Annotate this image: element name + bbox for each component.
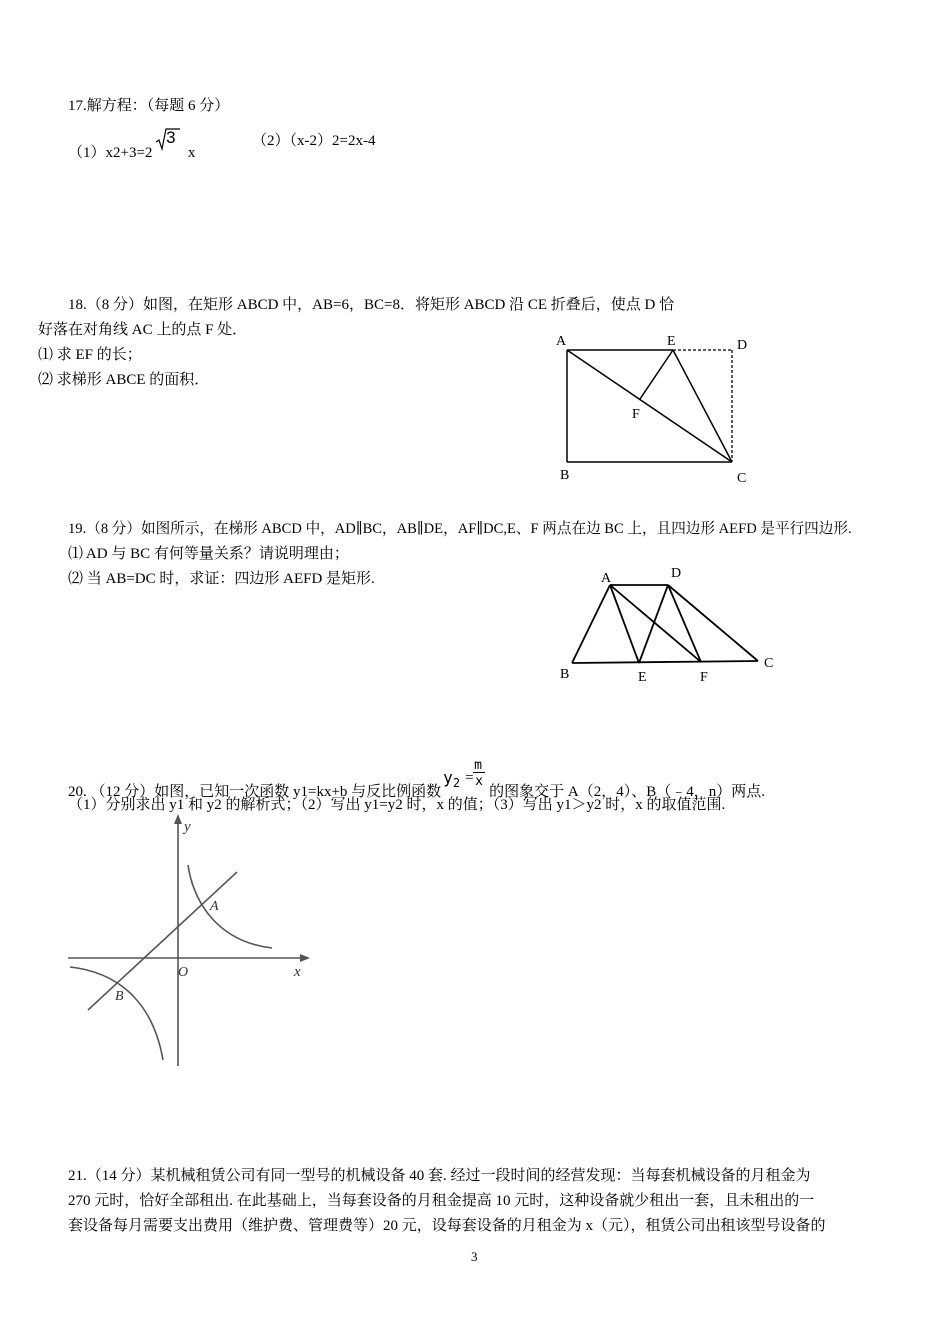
frac-eq: =	[465, 770, 474, 786]
q19-label-F: F	[700, 670, 708, 685]
q18-sub2: ⑵ 求梯形 ABCE 的面积．	[38, 372, 210, 388]
q18-sub1: ⑴ 求 EF 的长；	[38, 347, 142, 363]
q18-label-D: D	[737, 338, 748, 353]
q20-prefix: 20. （12 分）如图，已知一次函数 y1=kx+b 与反比例函数	[68, 784, 442, 800]
q19-label-A: A	[601, 571, 612, 586]
q18-line1: 18.（8 分）如图，在矩形 ABCD 中，AB=6，BC=8．将矩形 ABCD 沿 CE 折叠后，使点 D 恰	[68, 297, 675, 313]
q20-label-B: B	[115, 989, 124, 1004]
q19-label-C: C	[764, 656, 774, 671]
q21-line1: 21.（14 分）某机械租赁公司有同一型号的机械设备 40 套. 经过一段时间的经营发现：当每套机械设备的月租金为	[68, 1168, 811, 1184]
q17-part1	[68, 128, 196, 163]
frac-y: $y_2$	[443, 768, 461, 791]
q17-part2: （2）（x-2）2=2x-4	[252, 133, 376, 149]
q21-line3: 套设备每月需要支出费用（维护费、管理费等）20 元，设每套设备的月租金为 x（元），租赁公司出租该型号设备的	[68, 1218, 826, 1234]
page-number: 3	[471, 1249, 478, 1264]
q18-label-A: A	[556, 334, 567, 349]
q20-function-graph	[60, 810, 325, 1072]
sqrt-symbol	[156, 128, 178, 151]
q17-title: 17.解方程：（每题 6 分）	[68, 98, 230, 114]
q18-label-E: E	[667, 334, 676, 349]
q20-suffix: 的图象交于 A（2，4）、B（﹣4，n）两点.	[489, 784, 766, 800]
q21-line2: 270 元时，恰好全部租出. 在此基础上，当每套设备的月租金提高 10 元时，这种设备就少租出一套，且未租出的一	[68, 1193, 815, 1209]
q19-label-B: B	[560, 667, 570, 682]
q18-label-C: C	[737, 471, 747, 486]
q19-trapezoid-figure	[555, 560, 785, 690]
q19-sub1: ⑴ AD 与 BC 有何等量关系？请说明理由；	[68, 546, 349, 562]
frac-numerator: m	[474, 758, 482, 773]
q18-label-B: B	[560, 468, 570, 483]
q17-part1-prefix: （1）x2+3=2	[68, 145, 153, 161]
q18-rectangle-figure	[545, 325, 770, 490]
q20-label-y: y	[184, 819, 191, 835]
q19-sub2: ⑵ 当 AB=DC 时，求证：四边形 AEFD 是矩形.	[68, 571, 375, 587]
q19-label-D: D	[671, 566, 682, 581]
frac-denominator: x	[475, 774, 483, 789]
q18-label-F: F	[632, 407, 640, 422]
q20-label-A: A	[210, 899, 219, 914]
q19-label-E: E	[638, 670, 647, 685]
q20-line2: （1）分别求出 y1 和 y2 的解析式；（2）写出 y1=y2 时，x 的值；（3）写出 y1＞y2 时，x 的取值范围.	[68, 797, 726, 813]
q20-label-x: x	[294, 964, 301, 980]
q19-line1: 19.（8 分）如图所示，在梯形 ABCD 中，AD∥BC，AB∥DE，AF∥DC,E、F 两点在边 BC 上，且四边形 AEFD 是平行四边形.	[68, 521, 852, 537]
q20-label-O: O	[178, 965, 189, 980]
q17-part1-suffix: x	[187, 145, 196, 161]
q18-line2: 好落在对角线 AC 上的点 F 处．	[38, 322, 248, 338]
q17-part1-root: 3	[166, 128, 176, 147]
